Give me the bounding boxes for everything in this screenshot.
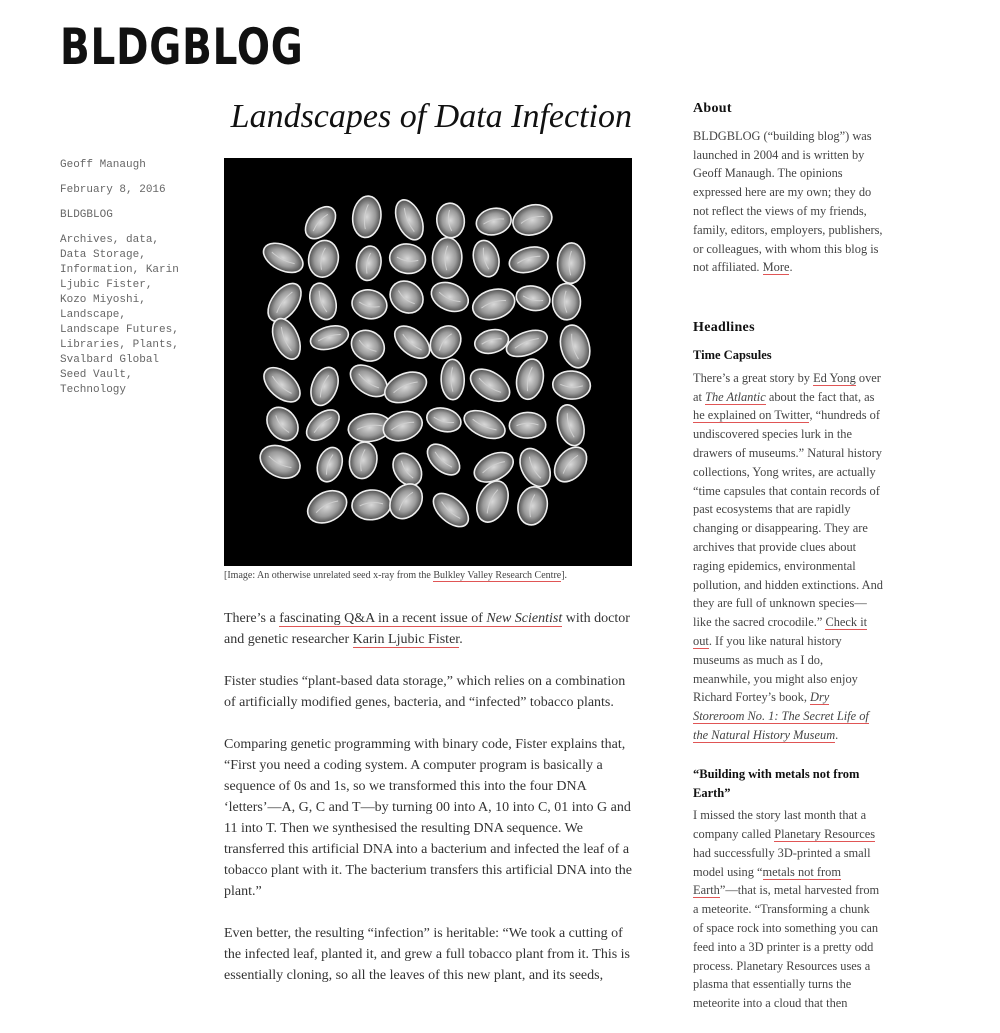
about-heading: About xyxy=(693,101,732,116)
headline-text: I missed the story last month that a company called Planetary Resources had successfully 3D-printed a small model using “metals not from Earth”—that is, metal harvested from a meteorite. “Transforming a chunk of space rock into something you can feed into a 3D printer is a pretty odd process. Planetary Resources uses a plasma that essentially turns the meteorite into a cloud that then xyxy=(693,808,880,1011)
seed-xray-graphic xyxy=(224,158,632,566)
seed-shape xyxy=(350,194,383,239)
seed-shape xyxy=(302,484,352,529)
post-title[interactable]: Landscapes of Data Infection xyxy=(230,98,632,135)
seed-shape xyxy=(424,404,464,435)
headline-item xyxy=(693,346,883,745)
seed-shape xyxy=(384,274,430,319)
seed-shape xyxy=(305,280,341,324)
seed-shape xyxy=(509,200,556,240)
seed-shape xyxy=(424,320,467,364)
date-link[interactable]: February 8, 2016 xyxy=(60,184,166,196)
headline-title[interactable]: “Building with metals not from Earth” xyxy=(693,766,860,800)
seed-shape xyxy=(267,315,306,364)
metals-not-from-earth-link[interactable]: metals not from Earth xyxy=(693,864,841,898)
seed-shape xyxy=(388,241,428,276)
seed-shape xyxy=(509,412,546,439)
seed-shape xyxy=(556,322,594,371)
seed-shape xyxy=(435,202,466,239)
seed-shape xyxy=(301,404,345,446)
seed-shape xyxy=(380,366,431,409)
headlines-heading: Headlines xyxy=(693,320,755,336)
article-body xyxy=(224,608,634,1007)
seed-shape xyxy=(306,238,341,280)
headline-title[interactable]: Time Capsules xyxy=(693,347,772,362)
seed-shape xyxy=(299,201,341,244)
paragraph-2: Fister studies “plant-based data storage,” which relies on a combination of artificially modified genes, bacteria, and “infected” tobacco plants. xyxy=(224,674,626,710)
seed-shape xyxy=(346,324,391,367)
seed-shape xyxy=(515,484,551,527)
seed-shape xyxy=(389,320,436,365)
seed-shape xyxy=(313,444,346,485)
seed-shape xyxy=(465,363,516,408)
seed-shape xyxy=(349,286,390,322)
site-logo[interactable]: BLDGBLOG xyxy=(60,18,304,76)
caption-source-link[interactable]: Bulkley Valley Research Centre xyxy=(433,570,562,581)
about-more-link[interactable]: More xyxy=(762,260,790,275)
twitter-link[interactable]: he explained on Twitter xyxy=(693,408,810,423)
seed-shape xyxy=(427,487,474,533)
seed-shape xyxy=(259,237,308,278)
seed-xray-image xyxy=(224,158,632,566)
the-atlantic-link[interactable]: The Atlantic xyxy=(705,389,766,404)
paragraph-4: Even better, the resulting “infection” is heritable: “We took a cutting of the infected leaf, planted it, and grew a full tobacco plant from it. This is essentially cloning, so all the leaves of this new plant, and its seeds, xyxy=(224,926,630,983)
about-text: BLDGBLOG (“building blog”) was launched in 2004 and is written by Geoff Manaugh. The opinions expressed here are my own; they do not reflect the views of my friends, family, editors, employers, publishers, or colleagues, with whom this blog is not affiliated. More. xyxy=(693,128,883,275)
headline-item xyxy=(693,765,883,1013)
seed-shape xyxy=(469,284,519,324)
image-caption: [Image: An otherwise unrelated seed x-ray from the Bulkley Valley Research Centre]. xyxy=(224,570,568,581)
seed-shape xyxy=(260,401,304,446)
seed-shape xyxy=(427,277,473,317)
seed-shape xyxy=(557,242,585,283)
seed-shape xyxy=(460,405,509,444)
headlines-section xyxy=(693,319,883,1013)
planetary-resources-link[interactable]: Planetary Resources xyxy=(774,827,876,842)
seed-shape xyxy=(553,402,589,449)
headline-text: There’s a great story by Ed Yong over at The Atlantic about the fact that, as he explained on Twitter, “hundreds of undiscovered species lurk in the drawers of museums.” Natural history collections, Yong writes, are actually “time capsules that contain records of past ecosystems that are rapidly changing or disappearing. They are archives that provide clues about raging epidemics, environmental pollution, and hidden extinctions. And they are full of unknown species—like the sacred crocodile.” Check it out. If you like natural history museums as much as I do, meanwhile, you might also enjoy Richard Fortey’s book, Dry Storeroom No. 1: The Secret Life of the Natural History Museum. xyxy=(693,370,883,742)
karin-fister-link[interactable]: Karin Ljubic Fister xyxy=(352,632,460,647)
category-link[interactable]: BLDGBLOG xyxy=(60,209,113,221)
seed-shape xyxy=(513,357,546,402)
seed-shape xyxy=(441,359,465,400)
paragraph-3: Comparing genetic programming with binary code, Fister explains that, “First you need a coding system. A computer program is basically a sequence of 0s and 1s, so we transformed this into the four DNA ‘letters’—A, G, C and T—by turning 00 into A, 10 into C, 01 into G and 11 into T. Then we synthesised the resulting DNA sequence. We transferred this artificial DNA into a bacterium and infected the leaf of a tobacco plant with it. The bacterium transfers this artificial DNA into the plant.” xyxy=(224,737,632,899)
seed-shape xyxy=(379,406,426,445)
paragraph-1: There’s a fascinating Q&A in a recent issue of New Scientist with doctor and genetic researcher Karin Ljubic Fister. xyxy=(224,611,630,647)
seed-shape xyxy=(503,325,551,362)
seed-shape xyxy=(354,244,384,282)
seed-shape xyxy=(258,361,307,408)
seed-shape xyxy=(470,238,503,280)
new-scientist-link[interactable]: fascinating Q&A in a recent issue of New Scientist xyxy=(279,611,563,626)
seed-shape xyxy=(308,322,351,354)
dry-storeroom-link[interactable]: Dry Storeroom No. 1: The Secret Life of the Natural History Museum xyxy=(693,690,869,742)
tags-list[interactable]: Archives, data, Data Storage, Information, Karin Ljubic Fister, Kozo Miyoshi, Landscape, Landscape Futures, Libraries, Plants, Svalbard Global Seed Vault, Technology xyxy=(60,234,179,396)
seed-shape xyxy=(514,443,557,491)
seed-shape xyxy=(422,438,466,480)
seed-shape xyxy=(471,476,514,527)
seed-shape xyxy=(432,237,463,279)
seed-shape xyxy=(473,205,513,239)
sidebar xyxy=(693,100,883,1033)
author-link[interactable]: Geoff Manaugh xyxy=(60,159,146,171)
post-meta xyxy=(60,158,185,408)
seed-shape xyxy=(552,283,581,320)
about-section xyxy=(693,100,883,277)
seed-shape xyxy=(347,440,380,481)
seed-shape xyxy=(506,243,551,278)
seed-shape xyxy=(472,326,511,357)
seed-shape xyxy=(514,283,553,314)
seed-shape xyxy=(548,441,593,488)
ed-yong-link[interactable]: Ed Yong xyxy=(813,370,856,385)
seed-shape xyxy=(552,370,591,401)
seed-shape xyxy=(383,478,429,525)
seed-shape xyxy=(390,196,429,244)
seed-shape xyxy=(351,488,392,521)
check-it-out-link[interactable]: Check it out xyxy=(693,615,868,648)
seed-shape xyxy=(306,363,343,409)
seed-shape xyxy=(255,439,306,485)
